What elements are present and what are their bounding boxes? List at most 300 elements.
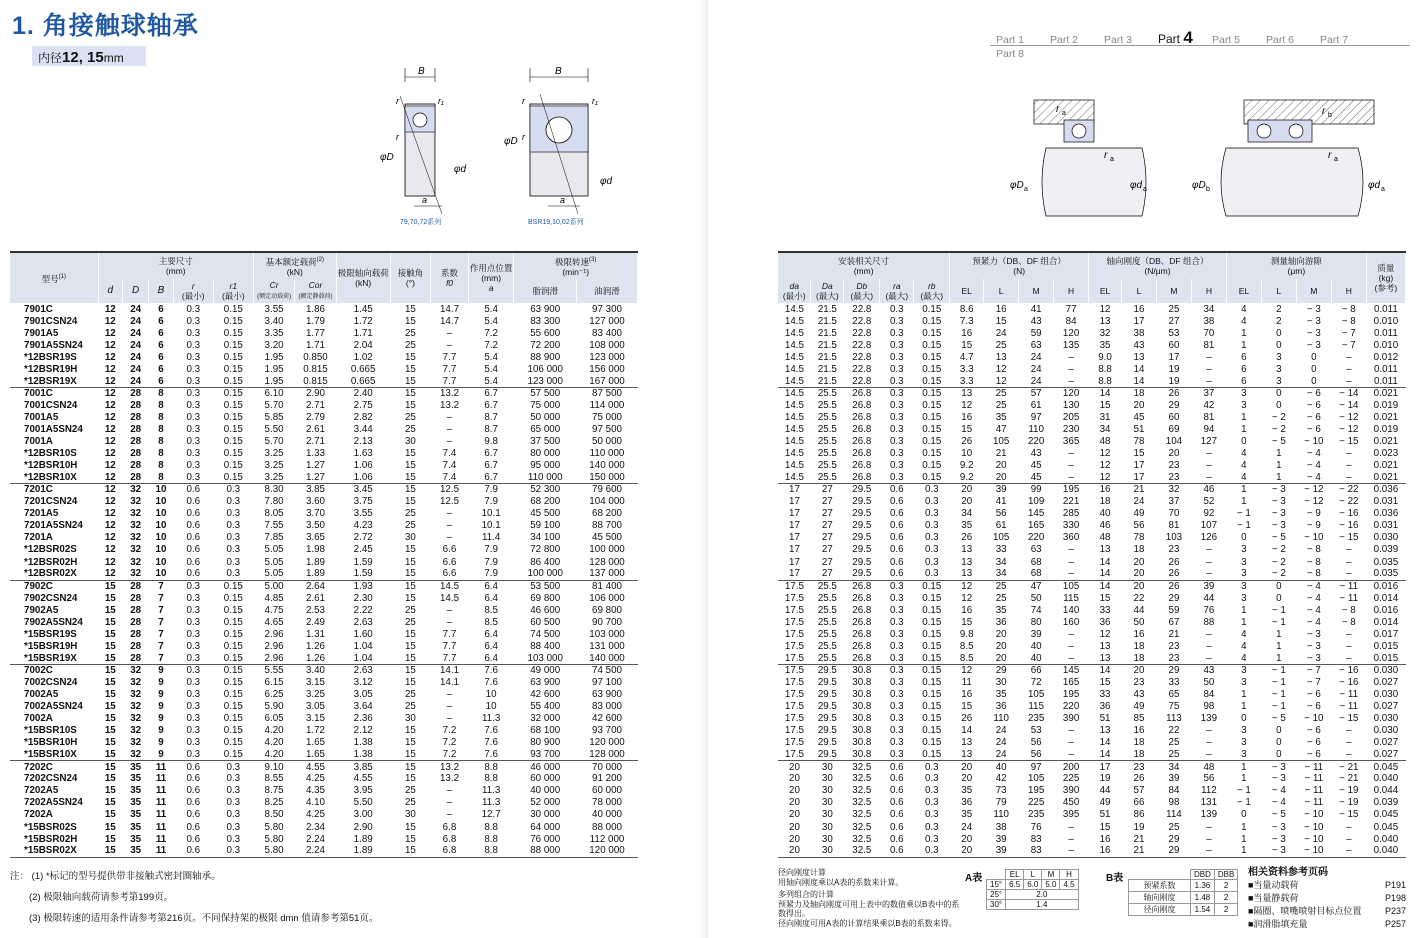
- table-cell: 29: [1156, 664, 1191, 676]
- table-cell: 20: [789, 773, 800, 785]
- svg-text:b: b: [1328, 112, 1332, 119]
- table-cell: 0.3: [880, 387, 914, 399]
- table-cell: –: [1206, 375, 1212, 387]
- table-cell: 21.5: [817, 339, 837, 351]
- table-cell: 14: [1099, 556, 1111, 568]
- table-cell: − 1: [1236, 797, 1251, 809]
- table-cell: 16: [1089, 845, 1122, 857]
- table-cell: 18: [1133, 652, 1145, 664]
- table-cell: 0.15: [922, 628, 942, 640]
- table-cell: 33: [1099, 604, 1111, 616]
- col-load: 基本额定载荷$^{(2)}$ (kN): [253, 252, 336, 279]
- table-cell: –: [1206, 544, 1212, 556]
- table-cell: 11: [155, 785, 167, 797]
- table-cell: − 7: [1306, 676, 1321, 688]
- table-cell: 1.65: [305, 737, 326, 749]
- table-cell: 0.3: [889, 701, 904, 713]
- table-cell: − 1: [1271, 604, 1286, 616]
- model-cell: 7202CSN24: [24, 773, 78, 785]
- table-cell: 35: [995, 689, 1007, 701]
- table-cell: 24: [130, 339, 142, 351]
- table-cell: 12.7: [481, 809, 501, 821]
- table-cell: 29: [1156, 845, 1191, 857]
- table-cell: 6.8: [431, 845, 469, 857]
- table-cell: 20: [1122, 580, 1157, 592]
- col-point: 作用点位置 (mm) a: [468, 252, 514, 303]
- table-row: [778, 375, 1406, 387]
- table-cell: 105: [1027, 773, 1045, 785]
- table-cell: 12: [950, 664, 984, 676]
- table-cell: 3: [1226, 664, 1261, 676]
- table-cell: 0.15: [922, 640, 942, 652]
- table-cell: 11: [155, 797, 167, 809]
- table-cell: 0.3: [186, 652, 201, 664]
- table-row: [778, 544, 1406, 556]
- table-cell: 0.6: [186, 821, 201, 833]
- model-cell: 7902CSN24: [24, 592, 78, 604]
- table-cell: 8.55: [264, 773, 284, 785]
- table-cell: 34 100: [530, 532, 561, 544]
- table-cell: 3.64: [353, 701, 373, 713]
- table-cell: 15: [104, 592, 116, 604]
- table-cell: 15: [404, 471, 416, 483]
- page-title: 1. 角接触球轴承: [12, 12, 199, 40]
- svg-text:r: r: [396, 96, 399, 106]
- note-3: (3) 极限转速的适用条件请参考第216页。不同保持架的极限 dmn 值请参考第51页。: [29, 913, 379, 924]
- table-cell: 26: [961, 532, 973, 544]
- table-row: [778, 737, 1406, 749]
- table-cell: 6.4: [484, 652, 498, 664]
- table-cell: 2.04: [353, 339, 373, 351]
- table-cell: 4.25: [305, 773, 326, 785]
- table-cell: 15: [98, 580, 122, 592]
- table-cell: 30.8: [852, 676, 872, 688]
- table-cell: 12: [98, 484, 122, 496]
- table-cell: 8.7: [484, 411, 498, 423]
- table-cell: 24: [130, 315, 142, 327]
- table-cell: 30 000: [530, 809, 561, 821]
- col-preload-h: H: [1054, 279, 1089, 303]
- table-cell: 285: [1062, 508, 1080, 520]
- table-cell: 165: [1062, 676, 1080, 688]
- table-cell: 0.3: [924, 544, 939, 556]
- part-3[interactable]: Part 3: [1104, 34, 1133, 46]
- table-cell: 0.3: [186, 713, 201, 725]
- table-cell: 35: [130, 821, 142, 833]
- table-cell: 6: [158, 303, 164, 315]
- table-cell: 55 600: [530, 327, 561, 339]
- part-navigation: [996, 28, 1416, 60]
- table-cell: 17.5: [784, 713, 804, 725]
- table-cell: 20: [995, 471, 1007, 483]
- table-cell: 0.3: [889, 652, 904, 664]
- table-cell: 2.71: [305, 436, 326, 448]
- table-cell: − 1: [1271, 616, 1286, 628]
- table-cell: 29: [1168, 399, 1180, 411]
- table-cell: 395: [1062, 809, 1080, 821]
- table-cell: 35: [130, 785, 142, 797]
- diagram-caption-left: 79,70,72系列: [400, 219, 442, 226]
- table-cell: 18: [1133, 737, 1145, 749]
- table-row: [10, 737, 638, 749]
- table-cell: 0.665: [350, 363, 376, 375]
- table-cell: 20: [1133, 556, 1145, 568]
- table-cell: 220: [1027, 532, 1045, 544]
- table-cell: 78 000: [592, 797, 622, 809]
- table-cell: 1: [1241, 773, 1247, 785]
- table-cell: 0.3: [226, 797, 241, 809]
- table-cell: 0.031: [1373, 496, 1399, 508]
- table-cell: 4.20: [264, 737, 284, 749]
- table-cell: 220: [1062, 701, 1080, 713]
- table-cell: 200: [1054, 761, 1089, 773]
- model-cell: 7901A5SN24: [24, 339, 83, 351]
- table-cell: 10: [155, 556, 167, 568]
- table-cell: 2.96: [264, 640, 284, 652]
- table-cell: 50: [1203, 676, 1215, 688]
- table-cell: 26: [961, 436, 973, 448]
- table-cell: 4: [1241, 303, 1247, 315]
- table-cell: 0.015: [1373, 652, 1399, 664]
- table-cell: 68: [1030, 568, 1042, 580]
- table-cell: 3: [1241, 676, 1247, 688]
- table-cell: 0.011: [1373, 375, 1398, 387]
- table-cell: 0.012: [1373, 351, 1399, 363]
- table-cell: 85: [1133, 713, 1145, 725]
- table-cell: 29: [984, 664, 1019, 676]
- table-cell: 17.5: [784, 604, 804, 616]
- ref-item[interactable]: ■隔圈、喷嘴喷射目标点位置 P237: [1248, 906, 1406, 916]
- table-cell: 16: [995, 303, 1007, 315]
- table-cell: − 3: [1261, 484, 1296, 496]
- table-cell: 1: [1241, 327, 1247, 339]
- table-cell: 13: [1099, 315, 1111, 327]
- table-cell: 12: [104, 436, 116, 448]
- table-cell: 35: [130, 833, 142, 845]
- table-cell: 195: [1062, 689, 1080, 701]
- table-cell: 120: [1062, 327, 1080, 339]
- table-row: [10, 785, 638, 797]
- table-cell: 16: [1133, 303, 1145, 315]
- svg-text:a: a: [1110, 156, 1114, 163]
- table-cell: 15: [390, 664, 430, 676]
- table-cell: 88 900: [530, 351, 561, 363]
- table-cell: − 3: [1271, 821, 1286, 833]
- table-cell: 2.12: [353, 725, 373, 737]
- table-cell: 0.15: [922, 701, 942, 713]
- table-a: EL L M H 15° 6.5 6.0 5.0 4.5 25° 2.0 30° 1.4: [986, 869, 1079, 910]
- table-cell: 15: [404, 351, 416, 363]
- table-cell: 32: [130, 568, 142, 580]
- table-cell: 105: [992, 436, 1010, 448]
- ref-item[interactable]: ■润滑脂填充量 P257: [1248, 919, 1406, 929]
- table-cell: 22.8: [852, 339, 872, 351]
- table-cell: 0.815: [303, 363, 328, 375]
- model-cell: 7902A5: [24, 604, 59, 616]
- table-cell: 81 400: [577, 580, 638, 592]
- table-cell: 4.35: [305, 785, 326, 797]
- table-cell: 4.25: [305, 809, 326, 821]
- table-cell: 7.6: [468, 664, 514, 676]
- col-Da: Da (最大): [811, 279, 844, 303]
- table-cell: 0.3: [889, 436, 904, 448]
- table-cell: 3.25: [264, 471, 284, 483]
- table-cell: 13.2: [431, 761, 469, 773]
- table-cell: 4: [1241, 628, 1247, 640]
- svg-text:r: r: [1104, 150, 1108, 161]
- part-6[interactable]: Part 6: [1266, 34, 1295, 46]
- part-4[interactable]: Part 4: [1158, 28, 1193, 47]
- table-cell: 61: [995, 520, 1007, 532]
- table-cell: 21.5: [817, 363, 837, 375]
- model-cell: 7201A5: [24, 508, 59, 520]
- table-cell: − 1: [1236, 785, 1251, 797]
- table-cell: 14.5: [778, 387, 811, 399]
- table-cell: –: [1206, 737, 1212, 749]
- table-cell: –: [1068, 351, 1074, 363]
- table-cell: 1.59: [353, 568, 373, 580]
- table-cell: 0.3: [889, 448, 904, 460]
- table-cell: 1: [1241, 423, 1247, 435]
- table-cell: 32: [123, 664, 149, 676]
- table-cell: 63 900: [592, 689, 622, 701]
- part-5[interactable]: Part 5: [1212, 34, 1241, 46]
- table-cell: 12: [104, 568, 116, 580]
- table-row: [778, 580, 1406, 592]
- table-cell: 11.3: [481, 713, 501, 725]
- table-cell: 156 000: [589, 363, 625, 375]
- table-cell: 65: [1168, 689, 1180, 701]
- table-cell: 24: [995, 725, 1007, 737]
- table-cell: 3.40: [264, 315, 284, 327]
- table-cell: 1.93: [336, 580, 390, 592]
- table-cell: 13: [995, 351, 1007, 363]
- table-row: [778, 339, 1406, 351]
- table-cell: − 6: [1306, 749, 1321, 760]
- table-cell: 15: [404, 448, 416, 460]
- part-8[interactable]: Part 8: [996, 48, 1025, 60]
- table-cell: − 12: [1304, 496, 1324, 508]
- table-cell: 74 500: [577, 664, 638, 676]
- table-cell: 72: [1030, 676, 1042, 688]
- table-cell: 12: [104, 351, 116, 363]
- table-cell: − 3: [1306, 628, 1321, 640]
- table-cell: 15: [104, 749, 116, 760]
- table-cell: 39: [1030, 628, 1042, 640]
- model-cell: 7202A: [24, 809, 53, 821]
- part-1[interactable]: Part 1: [996, 34, 1025, 46]
- table-cell: 52 300: [514, 484, 577, 496]
- table-cell: 65 000: [530, 423, 561, 435]
- table-cell: 113: [1166, 713, 1182, 725]
- table-row: [778, 508, 1406, 520]
- table-cell: 3.70: [305, 508, 326, 520]
- table-cell: − 4: [1306, 448, 1321, 460]
- table-row: [10, 496, 638, 508]
- model-cell: *15BSR19S: [24, 628, 77, 640]
- table-cell: 2.22: [353, 604, 373, 616]
- table-cell: 0.815: [303, 375, 328, 387]
- table-cell: 28: [130, 448, 142, 460]
- table-cell: 0.3: [173, 387, 213, 399]
- table-cell: 10: [485, 701, 497, 713]
- table-cell: 0.3: [889, 725, 904, 737]
- table-cell: 42 600: [530, 689, 561, 701]
- col-Db: Db (最大): [844, 279, 880, 303]
- model-cell: 7002C: [10, 664, 98, 676]
- table-cell: 46 000: [514, 761, 577, 773]
- table-row: [10, 423, 638, 435]
- table-cell: 0.021: [1373, 471, 1399, 483]
- table-cell: 220: [1027, 436, 1045, 448]
- col-stiff-el: EL: [1089, 279, 1122, 303]
- table-cell: 1.71: [305, 339, 326, 351]
- table-cell: 0.3: [186, 640, 201, 652]
- table-cell: 1.04: [353, 640, 373, 652]
- table-cell: 0.015: [1373, 640, 1399, 652]
- table-cell: 8.5: [484, 604, 498, 616]
- table-cell: − 3: [1306, 652, 1321, 664]
- table-cell: 43: [1030, 315, 1042, 327]
- ref-item[interactable]: ■当量动载荷 P191: [1248, 880, 1406, 890]
- table-cell: 0.3: [889, 676, 904, 688]
- table-cell: − 3: [1271, 496, 1286, 508]
- table-row: [10, 387, 638, 399]
- table-cell: 3.25: [264, 448, 284, 460]
- table-cell: 5.70: [264, 436, 284, 448]
- table-cell: 10: [961, 448, 973, 460]
- table-cell: 1: [1241, 616, 1247, 628]
- table-cell: 0.15: [223, 460, 243, 472]
- table-cell: –: [446, 616, 453, 628]
- table-cell: 13: [961, 556, 973, 568]
- table-cell: 30: [995, 676, 1007, 688]
- svg-text:a: a: [422, 195, 428, 205]
- table-cell: 43: [1191, 664, 1226, 676]
- table-cell: 12: [1099, 448, 1111, 460]
- table-cell: –: [1346, 737, 1352, 749]
- table-cell: 0.3: [226, 785, 241, 797]
- table-cell: 32: [130, 508, 142, 520]
- table-cell: 30: [821, 809, 833, 821]
- table-cell: 0.15: [922, 327, 942, 339]
- table-cell: 25: [404, 520, 416, 532]
- table-cell: 16: [961, 689, 973, 701]
- table-cell: 13: [961, 568, 973, 580]
- svg-text:r: r: [1056, 104, 1060, 115]
- table-cell: − 15: [1339, 436, 1359, 448]
- table-cell: 2.53: [305, 604, 326, 616]
- table-cell: 0.3: [924, 797, 939, 809]
- part-2[interactable]: Part 2: [1050, 34, 1079, 46]
- table-cell: 8: [158, 448, 164, 460]
- table-cell: 0.3: [226, 568, 241, 580]
- table-cell: 8.8: [1098, 363, 1112, 375]
- table-cell: 88 700: [592, 520, 622, 532]
- table-cell: 20: [789, 797, 800, 809]
- table-cell: 0.6: [186, 532, 201, 544]
- table-cell: 32: [130, 544, 142, 556]
- table-cell: 4.75: [264, 604, 284, 616]
- table-row: [778, 496, 1406, 508]
- table-cell: 32: [130, 737, 142, 749]
- table-cell: 7.2: [442, 737, 457, 749]
- table-cell: 0.15: [922, 315, 942, 327]
- ref-item[interactable]: ■当量静载荷 P198: [1248, 893, 1406, 903]
- table-cell: 8.8: [484, 821, 498, 833]
- table-cell: 28: [130, 411, 142, 423]
- table-cell: 0.3: [226, 508, 241, 520]
- table-cell: 6.6: [442, 556, 457, 568]
- table-cell: 51: [1099, 713, 1111, 725]
- table-cell: 50: [1030, 592, 1042, 604]
- table-cell: 0.15: [922, 460, 942, 472]
- table-cell: 32.5: [852, 797, 872, 809]
- table-cell: 1.79: [305, 315, 326, 327]
- table-cell: 5.00: [253, 580, 294, 592]
- notes-label: 注：: [10, 871, 30, 882]
- table-cell: 12: [104, 508, 116, 520]
- table-cell: 0.011: [1373, 303, 1398, 315]
- table-row: [778, 640, 1406, 652]
- table-cell: 8: [158, 471, 164, 483]
- svg-text:a: a: [1143, 186, 1147, 193]
- table-cell: 25.5: [817, 616, 837, 628]
- table-cell: –: [1346, 652, 1352, 664]
- table-cell: 29.5: [817, 676, 837, 688]
- col-grease: 脂润滑: [514, 279, 577, 303]
- table-cell: 3.12: [353, 676, 373, 688]
- table-cell: 0.3: [889, 339, 904, 351]
- part-7[interactable]: Part 7: [1320, 34, 1349, 46]
- table-cell: 25: [995, 339, 1007, 351]
- table-row: [10, 580, 638, 592]
- table-cell: 15: [1099, 592, 1111, 604]
- table-cell: − 22: [1339, 496, 1359, 508]
- table-cell: 12: [104, 544, 116, 556]
- table-cell: 0.017: [1373, 628, 1399, 640]
- table-cell: 27: [821, 568, 833, 580]
- table-cell: 8: [158, 423, 164, 435]
- table-cell: 30: [811, 845, 844, 857]
- multi-title: 多列组合的计算: [778, 890, 834, 899]
- svg-text:r: r: [1328, 150, 1332, 161]
- table-cell: 14: [961, 725, 973, 737]
- table-cell: 60 500: [530, 616, 561, 628]
- table-cell: 18: [1133, 640, 1145, 652]
- table-cell: 0.3: [889, 363, 904, 375]
- table-cell: 15: [404, 460, 416, 472]
- table-cell: 100 000: [527, 568, 563, 580]
- table-cell: –: [446, 508, 453, 520]
- table-cell: 0.15: [223, 689, 243, 701]
- table-row: [10, 833, 638, 845]
- table-cell: 9: [158, 749, 164, 760]
- table-cell: 41: [995, 496, 1007, 508]
- table-cell: 15: [404, 496, 416, 508]
- table-row: [10, 303, 638, 315]
- table-cell: 1.71: [353, 327, 373, 339]
- table-cell: − 6: [1306, 423, 1321, 435]
- table-cell: –: [446, 809, 453, 821]
- table-cell: 0.15: [922, 749, 942, 760]
- table-cell: − 8: [1341, 303, 1356, 315]
- svg-text:φD: φD: [1192, 180, 1206, 191]
- table-cell: 1.02: [353, 351, 373, 363]
- table-cell: 44: [1099, 785, 1111, 797]
- table-cell: 20: [789, 809, 800, 821]
- table-cell: 6: [158, 339, 164, 351]
